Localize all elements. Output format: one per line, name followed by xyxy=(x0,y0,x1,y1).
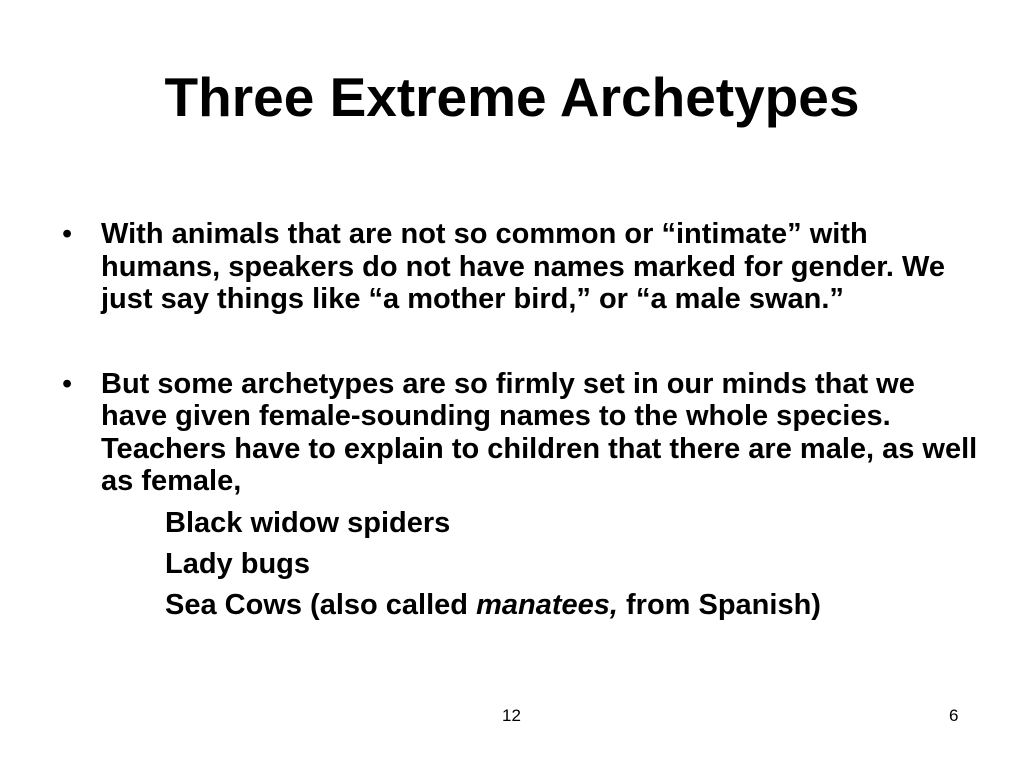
footer-number: 12 xyxy=(502,706,521,725)
sub-item xyxy=(62,585,982,626)
bullet-marker: • xyxy=(62,218,73,250)
sub-item-list xyxy=(101,503,982,626)
page-number: 6 xyxy=(949,706,959,725)
bullet-item xyxy=(62,368,982,626)
bullet-list xyxy=(62,218,982,626)
slide-title: Three Extreme Archetypes xyxy=(164,66,860,128)
bullet-marker: • xyxy=(62,367,73,400)
sub-item: Lady bugs xyxy=(165,547,311,580)
bullet-text: With animals that are not so common or “intimate” with humans, speakers do not have names marked for gender. We just say things like “a mother bird,” or “a male swan.” xyxy=(101,218,945,315)
sub-item: Black widow spiders xyxy=(165,506,451,539)
sub-item-prefix: Sea Cows (also called xyxy=(165,588,477,621)
sub-item-suffix: from Spanish) xyxy=(617,588,821,621)
sub-item-emphasis: manatees, xyxy=(476,588,618,621)
bullet-text: But some archetypes are so firmly set in our minds that we have given female-sounding names to the whole species. Teachers have to explain to children that there are male, as well as female, xyxy=(101,367,978,497)
bullet-item xyxy=(62,218,982,316)
